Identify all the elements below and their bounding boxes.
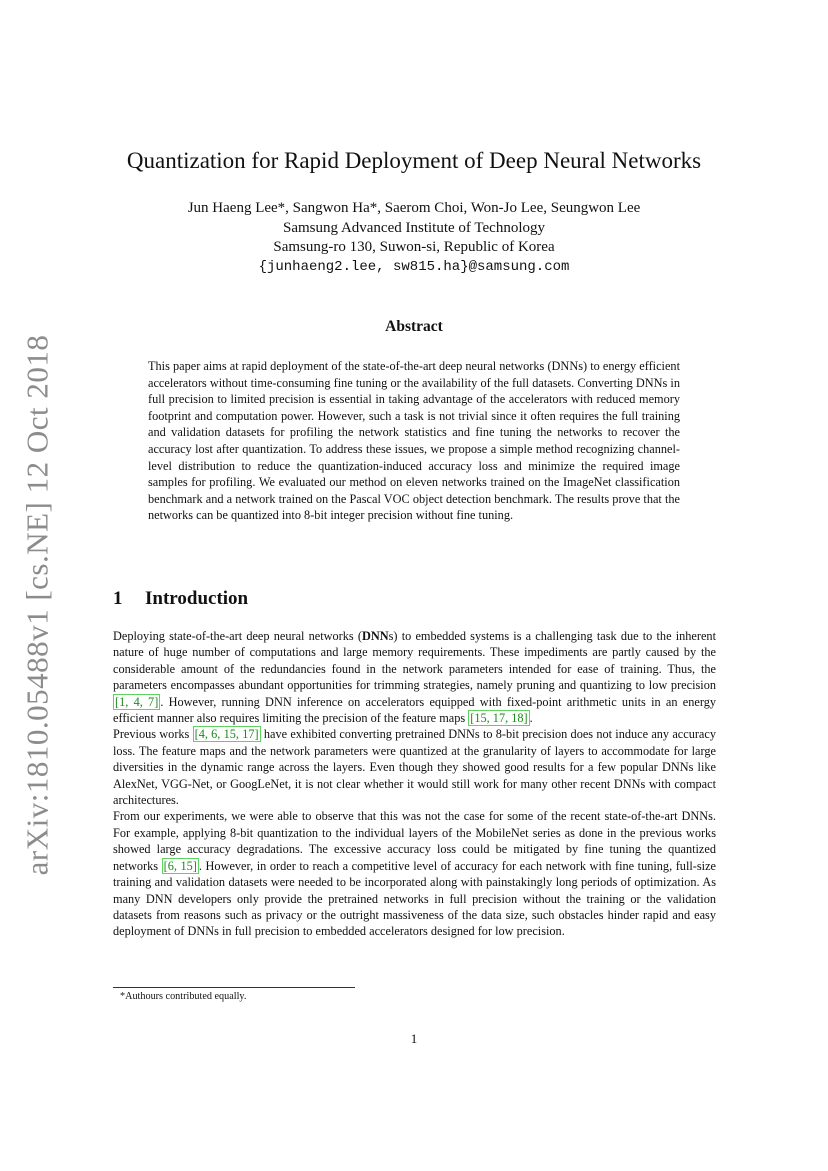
author-email: {junhaeng2.lee, sw815.ha}@samsung.com <box>258 258 570 275</box>
footnote-rule <box>113 987 355 988</box>
author-affiliation: Samsung Advanced Institute of Technology <box>283 219 545 236</box>
text-run: . However, running DNN inference on accelerators equipped with fixed-point arithmetic units in an energy efficient manner also requires limiting the precision of the feature maps <box>113 694 717 726</box>
abstract-body: This paper aims at rapid deployment of the state-of-the-art deep neural networks (DNNs) to energy efficient accelerators without time-consuming fine tuning or the availability of the full datasets. Converting DNNs in full precision to limited precision is essential in taking advantage of the accelerators with reduced memory footprint and computation power. However, such a task is not trivial since it often requires the full training and validation datasets for profiling the network statistics and fine tuning the networks to recover the accuracy lost after quantization. To address these issues, we propose a simple method recognizing channel-level distribution to reduce the quantization-induced accuracy loss and minimize the required image samples for profiling. We evaluated our method on eleven networks trained on the ImageNet classification benchmark and a network trained on the Pascal VOC object detection benchmark. The results prove that the networks can be quantized into 8-bit integer precision without fine tuning. <box>148 359 680 523</box>
paragraph-3 <box>113 808 716 939</box>
author-names: Jun Haeng Lee*, Sangwon Ha*, Saerom Choi, Won-Jo Lee, Seungwon Lee <box>187 200 641 216</box>
citation-link[interactable]: [15, 17, 18] <box>470 711 528 726</box>
text-run: Previous works <box>113 727 193 742</box>
author-block <box>0 199 828 277</box>
arxiv-stamp <box>14 334 60 876</box>
page-number: 1 <box>410 1031 418 1046</box>
citation-link[interactable]: [1, 4, 7] <box>115 694 159 709</box>
author-address: Samsung-ro 130, Suwon-si, Republic of Korea <box>273 239 555 255</box>
text-run: Deploying state-of-the-art deep neural networks ( <box>113 629 362 643</box>
section-title: Introduction <box>145 588 249 609</box>
paper-title: Quantization for Rapid Deployment of Deep Neural Networks <box>126 148 702 173</box>
text-run: . However, in order to reach a competitive level of accuracy for each network with fine tuning, full-size training and validation datasets were needed to be incorporated along with painstakingly long periods of optimization. As many DNN developers only provide the pretrained networks in full precision without the training or the validation datasets from reasons such as privacy or the outright massiveness of the data size, such obstacles hinder rapid and easy deployment of DNNs in full precision to embedded accelerators designed for low precision. <box>113 858 716 939</box>
arxiv-stamp-text: arXiv:1810.05488v1 [cs.NE] 12 Oct 2018 <box>19 334 54 876</box>
text-run: . <box>529 711 533 726</box>
abstract-heading: Abstract <box>385 318 443 335</box>
footnote: *Authours contributed equally. <box>120 991 247 1002</box>
text-run: From our experiments, we were able to observe that this was not the case for some of the recent state-of-the-art DNNs. For example, applying 8-bit quantization to the individual layers of the MobileNet series as done in the previous works showed large accuracy degradations. The excessive accuracy loss could be mitigated by fine tuning the quantized networks <box>113 809 716 873</box>
citation-link[interactable]: [6, 15] <box>163 858 197 873</box>
citation-link[interactable]: [4, 6, 15, 17] <box>194 727 259 742</box>
text-run: s) to embedded systems is a challenging task due to the inherent nature of huge number of computations and large memory requirements. These impediments are partly caused by the considerable amount of the redundancies found in the network parameters intended for ease of training. Thus, the parameters encompasses abundant opportunities for trimming strategies, namely pruning and quantizing to low precision <box>113 629 716 693</box>
section-heading <box>113 588 248 610</box>
paragraph-1 <box>113 628 716 726</box>
introduction-body <box>113 628 716 940</box>
section-number: 1 <box>113 588 123 609</box>
text-run: have exhibited converting pretrained DNNs to 8-bit precision does not induce any accuracy loss. The feature maps and the network parameters were quantized at the granularity of layers to accommodate for large diversities in the dynamic range across the layers. Even though they showed good results for a few popular DNNs like AlexNet, VGG-Net, or GoogLeNet, it is not clear whether it would still work for many other recent DNNs with compact architectures. <box>113 727 716 808</box>
paragraph-2 <box>113 726 716 808</box>
bold-term: DNN <box>361 629 389 643</box>
